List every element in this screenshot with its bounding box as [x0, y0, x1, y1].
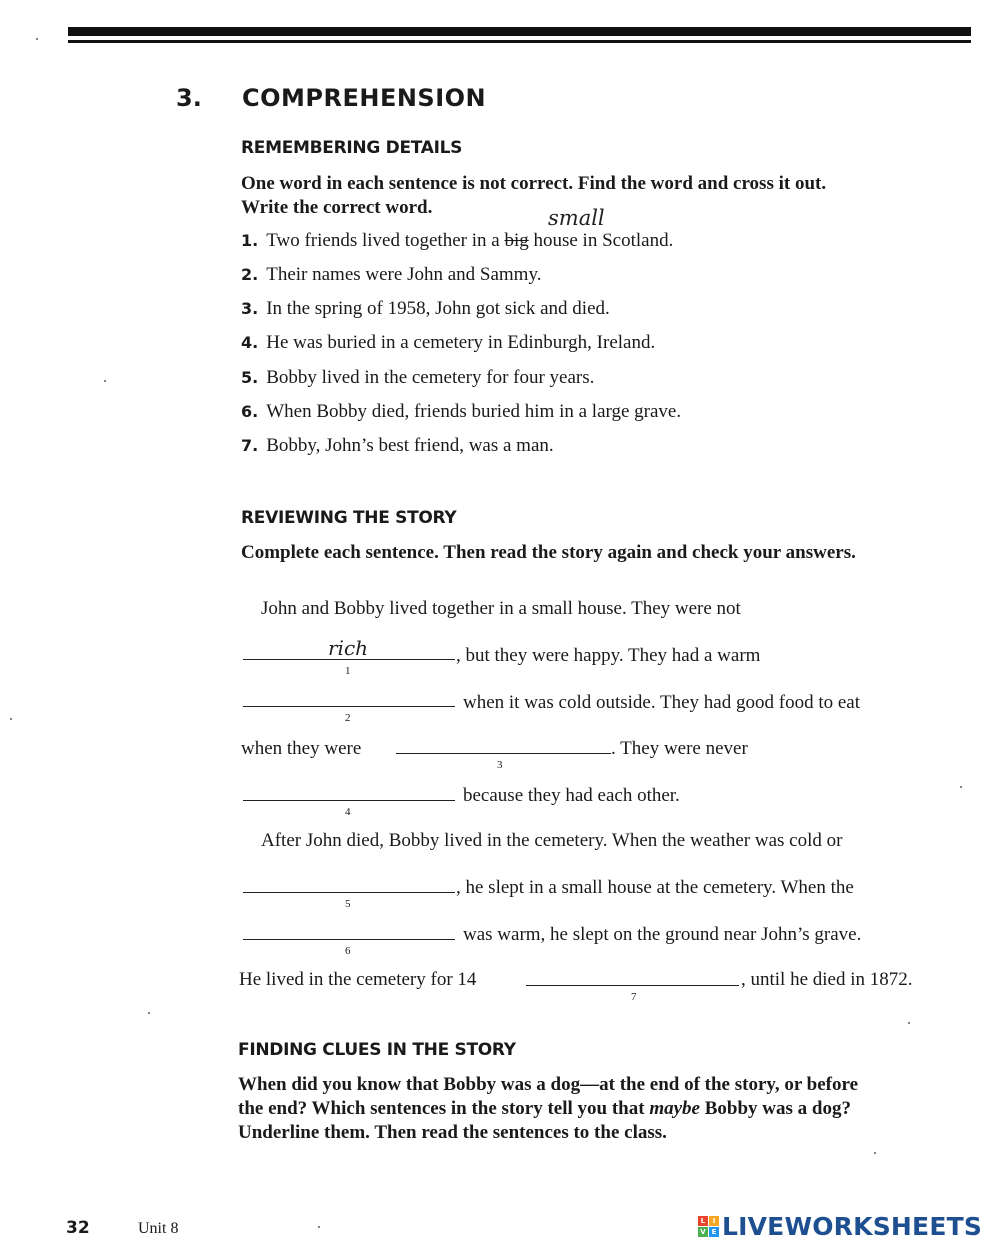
story-line-blank7-before: He lived in the cemetery for 14 [239, 969, 477, 990]
logo-block-letter: V [698, 1227, 708, 1237]
logo-blocks-icon [698, 1216, 719, 1237]
top-rule-thin [68, 40, 971, 43]
story-line-blank4-after: because they had each other. [463, 785, 680, 806]
story-line-blank6-after: was warm, he slept on the ground near John’s grave. [463, 924, 862, 945]
blank-number-6: 6 [345, 945, 351, 957]
clues-emphasis-maybe: maybe [649, 1098, 700, 1119]
clues-line3: Underline them. Then read the sentences to the class. [238, 1122, 667, 1143]
item-text: When Bobby died, friends buried him in a large grave. [266, 401, 682, 422]
item-number: 1. [241, 231, 259, 250]
blank-number-5: 5 [345, 898, 351, 910]
clues-line2-end: Bobby was a dog? [704, 1098, 851, 1119]
blank-number-3: 3 [497, 759, 503, 771]
answer-blank-5[interactable] [243, 892, 455, 893]
scan-speck [874, 1152, 876, 1154]
item-number: 5. [241, 368, 259, 387]
detail-item-7 [241, 435, 554, 457]
item-text-after: house in Scotland. [533, 230, 674, 251]
story-p2-line1: After John died, Bobby lived in the cemetery. When the weather was cold or [261, 830, 843, 851]
top-rule-thick [68, 27, 971, 36]
clues-line1: When did you know that Bobby was a dog—at the end of the story, or before [238, 1074, 859, 1095]
logo-text: LIVEWORKSHEETS [722, 1212, 983, 1241]
story-line-blank3-after: . They were never [611, 738, 748, 759]
liveworksheets-logo[interactable] [698, 1212, 982, 1241]
detail-item-4 [241, 332, 655, 354]
item-text: Bobby, John’s best friend, was a man. [266, 435, 554, 456]
logo-block-letter: E [709, 1227, 719, 1237]
item-text: Bobby lived in the cemetery for four years. [266, 367, 595, 388]
reviewing-heading: REVIEWING THE STORY [241, 508, 457, 528]
blank-number-1: 1 [345, 665, 351, 677]
blank-number-4: 4 [345, 806, 351, 818]
detail-item-3 [241, 298, 610, 320]
detail-item-6 [241, 401, 681, 423]
crossed-out-word: big [504, 230, 529, 251]
item-number: 4. [241, 333, 259, 352]
item-text: In the spring of 1958, John got sick and died. [266, 298, 610, 319]
answer-blank-6[interactable] [243, 939, 455, 940]
item-number: 3. [241, 299, 259, 318]
remembering-instruction-line2: Write the correct word. [241, 197, 433, 218]
page-number: 32 [66, 1218, 90, 1238]
clues-heading: FINDING CLUES IN THE STORY [238, 1040, 516, 1060]
item-number: 6. [241, 402, 259, 421]
blank-number-2: 2 [345, 712, 351, 724]
reviewing-instruction: Complete each sentence. Then read the story again and check your answers. [241, 542, 856, 563]
scan-speck [36, 38, 38, 40]
story-line-blank7-after: , until he died in 1872. [741, 969, 913, 990]
clues-line2 [238, 1097, 851, 1120]
detail-item-1 [241, 230, 673, 252]
answer-blank-2[interactable] [243, 706, 455, 707]
scan-speck [318, 1226, 320, 1228]
scan-speck [104, 380, 106, 382]
remembering-heading: REMEMBERING DETAILS [241, 138, 463, 158]
story-line-blank1-after: , but they were happy. They had a warm [456, 645, 761, 666]
item-number: 7. [241, 436, 259, 455]
handwritten-answer-small: small [548, 206, 605, 230]
section-title: COMPREHENSION [242, 84, 487, 112]
story-line-blank5-after: , he slept in a small house at the cemetery. When the [456, 877, 854, 898]
answer-blank-3[interactable] [396, 753, 611, 754]
answer-blank-7[interactable] [526, 985, 739, 986]
item-number: 2. [241, 265, 259, 284]
scan-speck [960, 786, 962, 788]
story-p1-line1: John and Bobby lived together in a small house. They were not [261, 598, 741, 619]
clues-line2-start: the end? Which sentences in the story tell you that [238, 1098, 645, 1119]
handwritten-answer-rich: rich [328, 636, 369, 660]
item-text: Their names were John and Sammy. [266, 264, 542, 285]
answer-blank-4[interactable] [243, 800, 455, 801]
blank-number-7: 7 [631, 991, 637, 1003]
answer-blank-1[interactable] [243, 659, 455, 660]
story-line-blank3-before: when they were [241, 738, 362, 759]
detail-item-5 [241, 367, 594, 389]
item-text-before: Two friends lived together in a [266, 230, 500, 251]
scan-speck [10, 718, 12, 720]
unit-label: Unit 8 [138, 1220, 179, 1237]
item-text: He was buried in a cemetery in Edinburgh, Ireland. [266, 332, 656, 353]
story-line-blank2-after: when it was cold outside. They had good food to eat [463, 692, 860, 713]
scan-speck [148, 1012, 150, 1014]
section-number: 3. [176, 84, 202, 112]
logo-block-letter: L [698, 1216, 708, 1226]
logo-block-letter: I [709, 1216, 719, 1226]
scan-speck [908, 1022, 910, 1024]
remembering-instruction-line1: One word in each sentence is not correct. Find the word and cross it out. [241, 173, 827, 194]
detail-item-2 [241, 264, 541, 286]
